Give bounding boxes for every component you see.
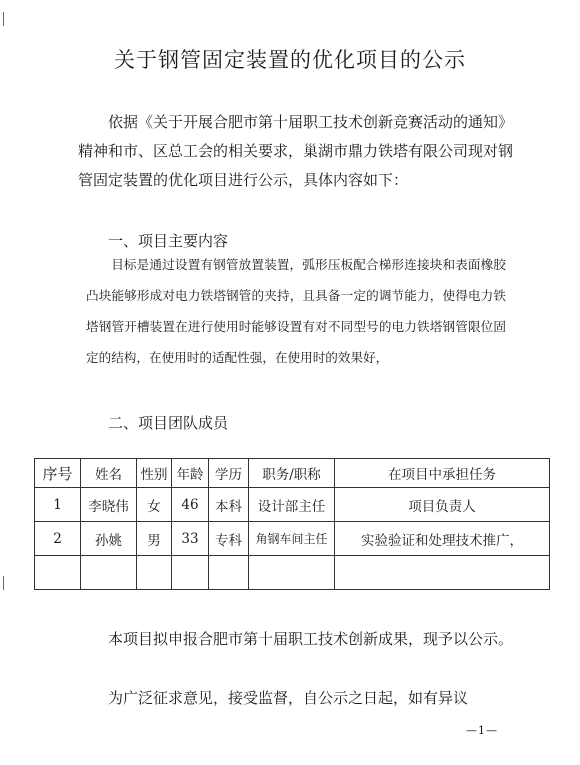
closing-paragraph-2: 为广泛征求意见，接受监督，自公示之日起，如有异议 [108,689,469,707]
table-cell: 实验验证和处理技术推广， [335,522,550,556]
table-cell [81,556,137,590]
table-header-cell: 序号 [35,459,81,488]
intro-paragraph: 依据《关于开展合肥市第十届职工技术创新竞赛活动的通知》精神和市、区总工会的相关要求，巢湖市鼎力铁塔有限公司现对钢管固定装置的优化项目进行公示，具体内容如下： [78,113,514,189]
table-cell: 专科 [209,522,249,556]
table-cell [335,556,550,590]
table-cell: 1 [35,488,81,522]
page-title: 关于钢管固定装置的优化项目的公示 [114,48,466,72]
table-cell: 角钢车间主任 [249,522,335,556]
table-header-cell: 学历 [209,459,249,488]
table-cell: 2 [35,522,81,556]
section-2-heading: 二、项目团队成员 [108,414,229,432]
team-members-table [34,458,550,590]
table-cell: 孙姚 [81,522,137,556]
table-cell: 项目负责人 [335,488,550,522]
table-header-cell: 性别 [137,459,172,488]
table-header-cell: 姓名 [81,459,137,488]
table-header-cell: 在项目中承担任务 [335,459,550,488]
table-cell [35,556,81,590]
table-cell: 33 [172,522,209,556]
table-cell: 女 [137,488,172,522]
table-header-cell: 职务/职称 [249,459,335,488]
table-header-cell: 年龄 [172,459,209,488]
section-1-heading: 一、项目主要内容 [108,232,229,250]
table-cell [209,556,249,590]
table-cell [137,556,172,590]
table-cell: 男 [137,522,172,556]
page-number: —1— [466,724,498,737]
table-cell: 设计部主任 [249,488,335,522]
table-row [35,522,550,556]
table-row [35,488,550,522]
closing-paragraph: 本项目拟申报合肥市第十届职工技术创新成果，现予以公示。 [108,630,514,648]
table-cell [172,556,209,590]
table-cell [249,556,335,590]
table-cell: 46 [172,488,209,522]
table-header-row [35,459,550,488]
section-1-body: 目标是通过设置有钢管放置装置，弧形压板配合梯形连接块和表面橡胶凸块能够形成对电力铁塔钢管的夹持，且具备一定的调节能力，使得电力铁塔钢管开槽装置在进行使用时能够设置有对不同型号的电力铁塔钢管限位固定的结构，在使用时的适配性强，在使用时的效果好， [86,257,506,365]
table-cell: 李晓伟 [81,488,137,522]
table-row [35,556,550,590]
scan-mark [3,576,4,590]
table-cell: 本科 [209,488,249,522]
scan-mark [3,12,4,26]
